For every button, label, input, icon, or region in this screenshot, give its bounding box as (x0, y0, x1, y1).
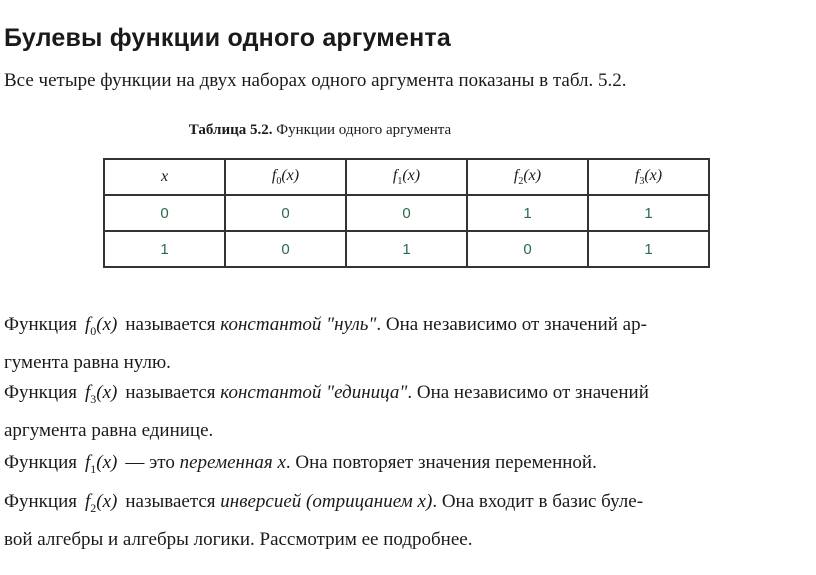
truth-table (103, 158, 710, 268)
table-caption-label: Таблица 5.2. (188, 122, 273, 138)
table-header-row (104, 159, 709, 195)
table-cell: 0 (225, 195, 346, 231)
header-f1: $f_1(x)$ (346, 159, 467, 195)
paragraph-f0: Функция $f_0(x)$ называется константой "нуль". Она независимо от значений ар- гумента равна нулю. (4, 314, 647, 373)
table-cell: 1 (588, 195, 709, 231)
function-f2: $f_2(x)$ (85, 491, 118, 515)
table-cell: 1 (588, 231, 709, 267)
table-cell: 1 (467, 195, 588, 231)
paragraph-f2: Функция $f_2(x)$ называется инверсией (отрицанием x). Она входит в базис буле- вой алгебры и алгебры логики. Рассмотрим ее подробнее. (4, 491, 644, 550)
table-caption-text: Функции одного аргумента (272, 122, 452, 138)
table-caption (0, 122, 816, 139)
intro-paragraph: Все четыре функции на двух наборах одного аргумента показаны в табл. 5.2. (4, 70, 627, 91)
paragraph-f3: Функция $f_3(x)$ называется константой "единица". Она независимо от значений аргумента равна единице. (4, 382, 649, 441)
paragraph-f1: Функция $f_1(x)$ — это переменная x. Она повторяет значения переменной. (4, 452, 597, 476)
table-cell: 0 (104, 195, 225, 231)
table-cell: 0 (346, 195, 467, 231)
function-f3: $f_3(x)$ (85, 382, 118, 406)
function-f1: $f_1(x)$ (85, 452, 118, 476)
table-cell: 1 (346, 231, 467, 267)
table-row (104, 231, 709, 267)
table-row (104, 195, 709, 231)
header-f2: $f_2(x)$ (467, 159, 588, 195)
section-heading: Булевы функции одного аргумента (4, 24, 451, 52)
header-f3: $f_3(x)$ (588, 159, 709, 195)
table-cell: 0 (467, 231, 588, 267)
header-f0: $f_0(x)$ (225, 159, 346, 195)
table-cell: 0 (225, 231, 346, 267)
function-f0: $f_0(x)$ (85, 314, 118, 338)
table-cell: 1 (104, 231, 225, 267)
header-x: x (104, 159, 225, 195)
